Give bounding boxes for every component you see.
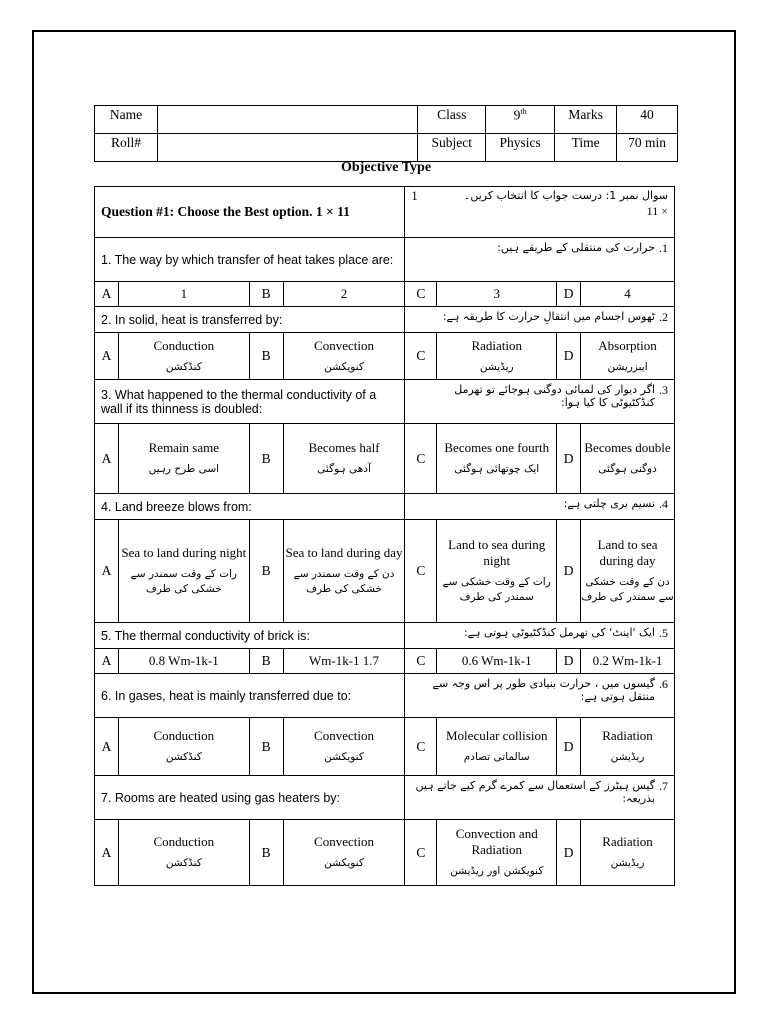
option-letter: C: [405, 718, 437, 776]
option-text-en: Becomes one fourth: [444, 440, 550, 455]
option-cell[interactable]: [118, 820, 249, 886]
option-text-ur: دوگنی ہوگئی: [598, 463, 657, 475]
marks-label: Marks: [555, 106, 617, 134]
option-text-ur: رات کے وقت سمندر سے خشکی کی طرف: [130, 568, 237, 595]
option-text-en: Sea to land during night: [121, 545, 247, 560]
option-cell[interactable]: [581, 820, 675, 886]
question-text-en: 7. Rooms are heated using gas heaters by:: [95, 776, 405, 820]
time-value: 70 min: [617, 134, 678, 162]
option-cell[interactable]: [437, 520, 557, 623]
option-cell[interactable]: [581, 282, 675, 307]
question-row: [95, 494, 675, 520]
question-number-ur: .6: [659, 677, 668, 691]
options-row: [95, 718, 675, 776]
options-row: [95, 520, 675, 623]
option-text-ur: سالماتی تصادم: [463, 751, 530, 763]
question-urdu-text: گیسوں میں ، حرارت بنیادی طور پر اس وجہ سے منتقل ہوتی ہے:: [432, 677, 655, 703]
option-text-en: Sea to land during day: [285, 545, 403, 560]
question-number-ur: .7: [659, 779, 668, 793]
option-letter: D: [557, 718, 581, 776]
question-text-ur: [405, 238, 675, 282]
option-letter: B: [249, 820, 283, 886]
student-info-table: [94, 105, 678, 162]
question-urdu-text: اگر دیوار کی لمبائی دوگنی ہوجائے تو تھرمل کنڈکٹیوٹی کا کیا ہوا:: [454, 383, 655, 409]
option-text-ur: کنویکشن: [324, 751, 364, 763]
option-letter: C: [405, 649, 437, 674]
options-row: [95, 820, 675, 886]
option-cell[interactable]: [581, 718, 675, 776]
question-number-ur: .3: [659, 383, 668, 397]
option-cell[interactable]: [581, 520, 675, 623]
option-letter: B: [249, 282, 283, 307]
question-text-ur: [405, 674, 675, 718]
option-cell[interactable]: [118, 333, 249, 380]
option-letter: A: [95, 282, 119, 307]
option-letter: C: [405, 820, 437, 886]
option-cell[interactable]: [283, 649, 405, 674]
option-text-en: Land to sea during day: [597, 537, 658, 568]
options-row: [95, 424, 675, 494]
option-text-ur: کنڈکشن: [165, 751, 202, 763]
section-title: Objective Type: [340, 160, 432, 175]
question-text-en: 5. The thermal conductivity of brick is:: [95, 623, 405, 649]
option-cell[interactable]: [118, 718, 249, 776]
option-text-en: Wm-1k-1 1.7: [308, 653, 380, 668]
option-cell[interactable]: [437, 820, 557, 886]
option-text-ur: ریڈیشن: [479, 360, 514, 373]
question-number-ur: .4: [659, 497, 668, 511]
option-cell[interactable]: [437, 718, 557, 776]
option-text-en: 0.2 Wm-1k-1: [592, 653, 663, 668]
options-row: [95, 282, 675, 307]
option-text-en: Land to sea during night: [448, 537, 546, 568]
option-text-en: Radiation: [602, 834, 653, 849]
option-letter: B: [249, 333, 283, 380]
option-cell[interactable]: [283, 820, 405, 886]
option-text-en: Becomes half: [308, 440, 380, 455]
question-row: [95, 623, 675, 649]
option-cell[interactable]: [581, 424, 675, 494]
option-letter: D: [557, 649, 581, 674]
option-text-en: 2: [340, 286, 348, 301]
option-text-en: Convection: [314, 728, 374, 743]
option-text-en: Conduction: [153, 337, 215, 353]
question-text-en: 3. What happened to the thermal conductivity of a wall if its thinness is doubled:: [95, 380, 405, 424]
question-number-ur: .5: [659, 626, 668, 640]
option-cell[interactable]: [283, 718, 405, 776]
option-letter: D: [557, 820, 581, 886]
option-letter: D: [557, 282, 581, 307]
option-cell[interactable]: [118, 520, 249, 623]
option-letter: C: [405, 282, 437, 307]
time-label: Time: [555, 134, 617, 162]
question-text-ur: [405, 494, 675, 520]
option-cell[interactable]: [283, 424, 405, 494]
option-text-en: Radiation: [471, 337, 522, 353]
option-letter: B: [249, 520, 283, 623]
option-text-en: 0.8 Wm-1k-1: [148, 653, 219, 668]
option-letter: A: [95, 424, 119, 494]
question-text-ur: [405, 307, 675, 333]
question-text-ur: [405, 776, 675, 820]
option-cell[interactable]: [437, 282, 557, 307]
subject-label: Subject: [418, 134, 486, 162]
option-text-ur: ریڈیشن: [610, 751, 645, 763]
question-row: [95, 776, 675, 820]
option-cell[interactable]: [118, 282, 249, 307]
question-urdu-text: ٹھوس اجسام میں انتقالِ حرارت کا طریقہ ہے:: [442, 310, 655, 323]
option-text-en: 4: [624, 286, 631, 301]
option-text-ur: ایک چوتھائی ہوگئی: [454, 463, 540, 475]
option-text-ur: اسی طرح رہیں: [148, 463, 220, 475]
option-cell[interactable]: [118, 424, 249, 494]
options-row: [95, 649, 675, 674]
question-urdu-text: نسیم بری چلتی ہے:: [563, 497, 655, 510]
question-row: [95, 238, 675, 282]
name-field[interactable]: [157, 106, 417, 134]
option-letter: C: [405, 333, 437, 380]
option-text-en: 0.6 Wm-1k-1: [461, 653, 532, 668]
option-text-ur: کنڈکشن: [165, 857, 202, 869]
question-heading-en: Question #1: Choose the Best option. 1 × 11: [95, 187, 405, 238]
question-row: [95, 380, 675, 424]
option-letter: B: [249, 649, 283, 674]
option-text-ur: دن کے وقت خشکی سے سمندر کی طرف: [581, 576, 674, 603]
option-letter: D: [557, 333, 581, 380]
option-cell[interactable]: [118, 649, 249, 674]
option-cell[interactable]: [437, 649, 557, 674]
option-text-ur: رات کے وقت خشکی سے سمندر کی طرف: [442, 576, 551, 603]
option-letter: C: [405, 424, 437, 494]
option-letter: B: [249, 424, 283, 494]
option-text-ur: کنویکشن: [324, 857, 364, 869]
option-text-ur: دن کے وقت سمندر سے خشکی کی طرف: [293, 568, 395, 595]
option-letter: C: [405, 520, 437, 623]
option-text-en: Convection and Radiation: [455, 826, 538, 857]
class-label: Class: [418, 106, 486, 134]
option-text-en: Conduction: [153, 728, 215, 743]
option-cell[interactable]: [437, 424, 557, 494]
roll-label: Roll#: [95, 134, 158, 162]
question-text-ur: [405, 380, 675, 424]
question-row: [95, 674, 675, 718]
question-heading-ur: 1 سوال نمبر 1: درست جواب کا انتخاب کریں۔ 11 ×: [405, 187, 675, 238]
question-text-en: 2. In solid, heat is transferred by:: [95, 307, 405, 333]
option-text-ur: ایبزریشن: [607, 360, 648, 373]
option-text-en: 3: [493, 286, 500, 301]
question-text-en: 1. The way by which transfer of heat takes place are:: [95, 238, 405, 282]
question-number-ur: .1: [659, 241, 668, 255]
question-urdu-text: گیس ہیٹرز کے استعمال سے کمرے گرم کیے جاتے ہیں بذریعہ:: [415, 779, 655, 805]
option-text-ur: کنویکشن: [324, 360, 364, 373]
option-text-en: Remain same: [148, 440, 220, 455]
question-text-en: 6. In gases, heat is mainly transferred due to:: [95, 674, 405, 718]
option-text-en: Molecular collision: [446, 728, 548, 743]
option-text-en: Becomes double: [584, 440, 671, 455]
questions-table: [94, 186, 675, 886]
option-letter: A: [95, 820, 119, 886]
subject-value: Physics: [486, 134, 555, 162]
option-text-en: Convection: [314, 337, 374, 353]
option-cell[interactable]: [283, 520, 405, 623]
option-letter: A: [95, 520, 119, 623]
option-letter: D: [557, 520, 581, 623]
question-text-en: 4. Land breeze blows from:: [95, 494, 405, 520]
roll-field[interactable]: [157, 134, 417, 162]
option-cell[interactable]: [437, 333, 557, 380]
option-letter: A: [95, 333, 119, 380]
option-text-ur: آدھی ہوگئی: [317, 463, 371, 475]
option-text-en: 1: [180, 286, 188, 301]
option-text-ur: ریڈیشن: [610, 857, 645, 869]
question-urdu-text: ایک 'اینٹ' کی تھرمل کنڈکٹیوٹی ہوتی ہے:: [463, 626, 655, 639]
options-row: [95, 333, 675, 380]
option-cell[interactable]: [581, 333, 675, 380]
option-cell[interactable]: [283, 333, 405, 380]
option-text-ur: کنویکشن اور ریڈیشن: [450, 865, 544, 877]
question-number-ur: .2: [659, 310, 668, 324]
option-text-en: Conduction: [153, 834, 215, 849]
option-text-en: Convection: [314, 834, 374, 849]
option-letter: A: [95, 649, 119, 674]
name-label: Name: [95, 106, 158, 134]
option-text-ur: کنڈکشن: [165, 360, 202, 373]
option-text-en: Radiation: [602, 728, 653, 743]
question-text-ur: [405, 623, 675, 649]
option-text-en: Absorption: [598, 337, 657, 353]
question-row: [95, 307, 675, 333]
marks-value: 40: [617, 106, 678, 134]
option-letter: D: [557, 424, 581, 494]
option-cell[interactable]: [581, 649, 675, 674]
option-cell[interactable]: [283, 282, 405, 307]
option-letter: B: [249, 718, 283, 776]
question-urdu-text: حرارت کی منتقلی کے طریقے ہیں:: [497, 241, 655, 254]
class-value: 9th: [486, 106, 555, 134]
option-letter: A: [95, 718, 119, 776]
